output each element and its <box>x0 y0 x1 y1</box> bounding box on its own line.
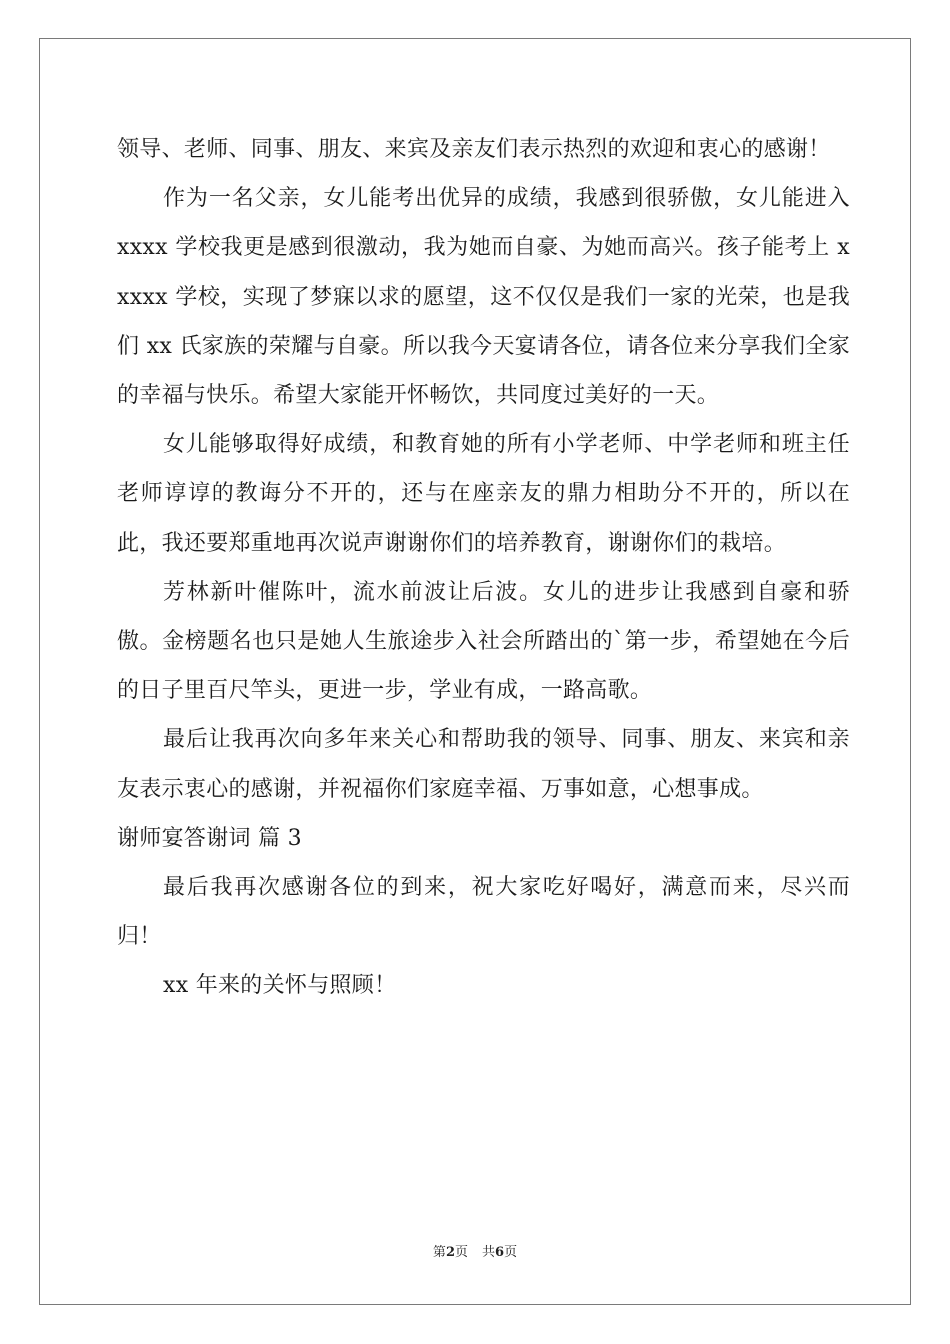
paragraph-2: 作为一名父亲，女儿能考出优异的成绩，我感到很骄傲，女儿能进入 xxxx 学校我更是感到很激动，我为她而自豪、为她而高兴。孩子能考上 xxxxx 学校，实现了梦寐以求的愿望，这不仅仅是我们一家的光荣，也是我们 xx 氏家族的荣耀与自豪。所以我今天宴请各位，请各位来分享我们全家的幸福与快乐。希望大家能开怀畅饮，共同度过美好的一天。 <box>117 186 850 409</box>
paragraph-4: 芳林新叶催陈叶，流水前波让后波。女儿的进步让我感到自豪和骄傲。金榜题名也只是她人生旅途步入社会所踏出的`第一步，希望她在今后的日子里百尺竿头，更进一步，学业有成，一路高歌。 <box>117 579 850 704</box>
paragraph-5: 最后让我再次向多年来关心和帮助我的领导、同事、朋友、来宾和亲友表示衷心的感谢，并祝福你们家庭幸福、万事如意，心想事成。 <box>117 727 850 802</box>
paragraph-1: 领导、老师、同事、朋友、来宾及亲友们表示热烈的欢迎和衷心的感谢！ <box>117 137 831 162</box>
paragraph-3: 女儿能够取得好成绩，和教育她的所有小学老师、中学老师和班主任老师谆谆的教诲分不开的，还与在座亲友的鼎力相助分不开的，所以在此，我还要郑重地再次说声谢谢你们的培养教育，谢谢你们的栽培。 <box>117 432 850 556</box>
paragraph-6: 最后我再次感谢各位的到来，祝大家吃好喝好，满意而来，尽兴而归！ <box>117 875 850 950</box>
page-suffix: 页 <box>454 1245 468 1260</box>
page-prefix: 第 <box>432 1245 446 1260</box>
total-pages: 6 <box>495 1245 505 1260</box>
document-body <box>117 125 850 1011</box>
total-prefix: 共 <box>482 1245 496 1260</box>
total-suffix: 页 <box>504 1245 518 1260</box>
page-footer <box>0 1244 950 1262</box>
paragraph-7: xx 年来的关怀与照顾！ <box>163 973 397 999</box>
section-heading: 谢师宴答谢词 篇 3 <box>117 825 302 851</box>
page-number: 2 <box>445 1245 455 1260</box>
